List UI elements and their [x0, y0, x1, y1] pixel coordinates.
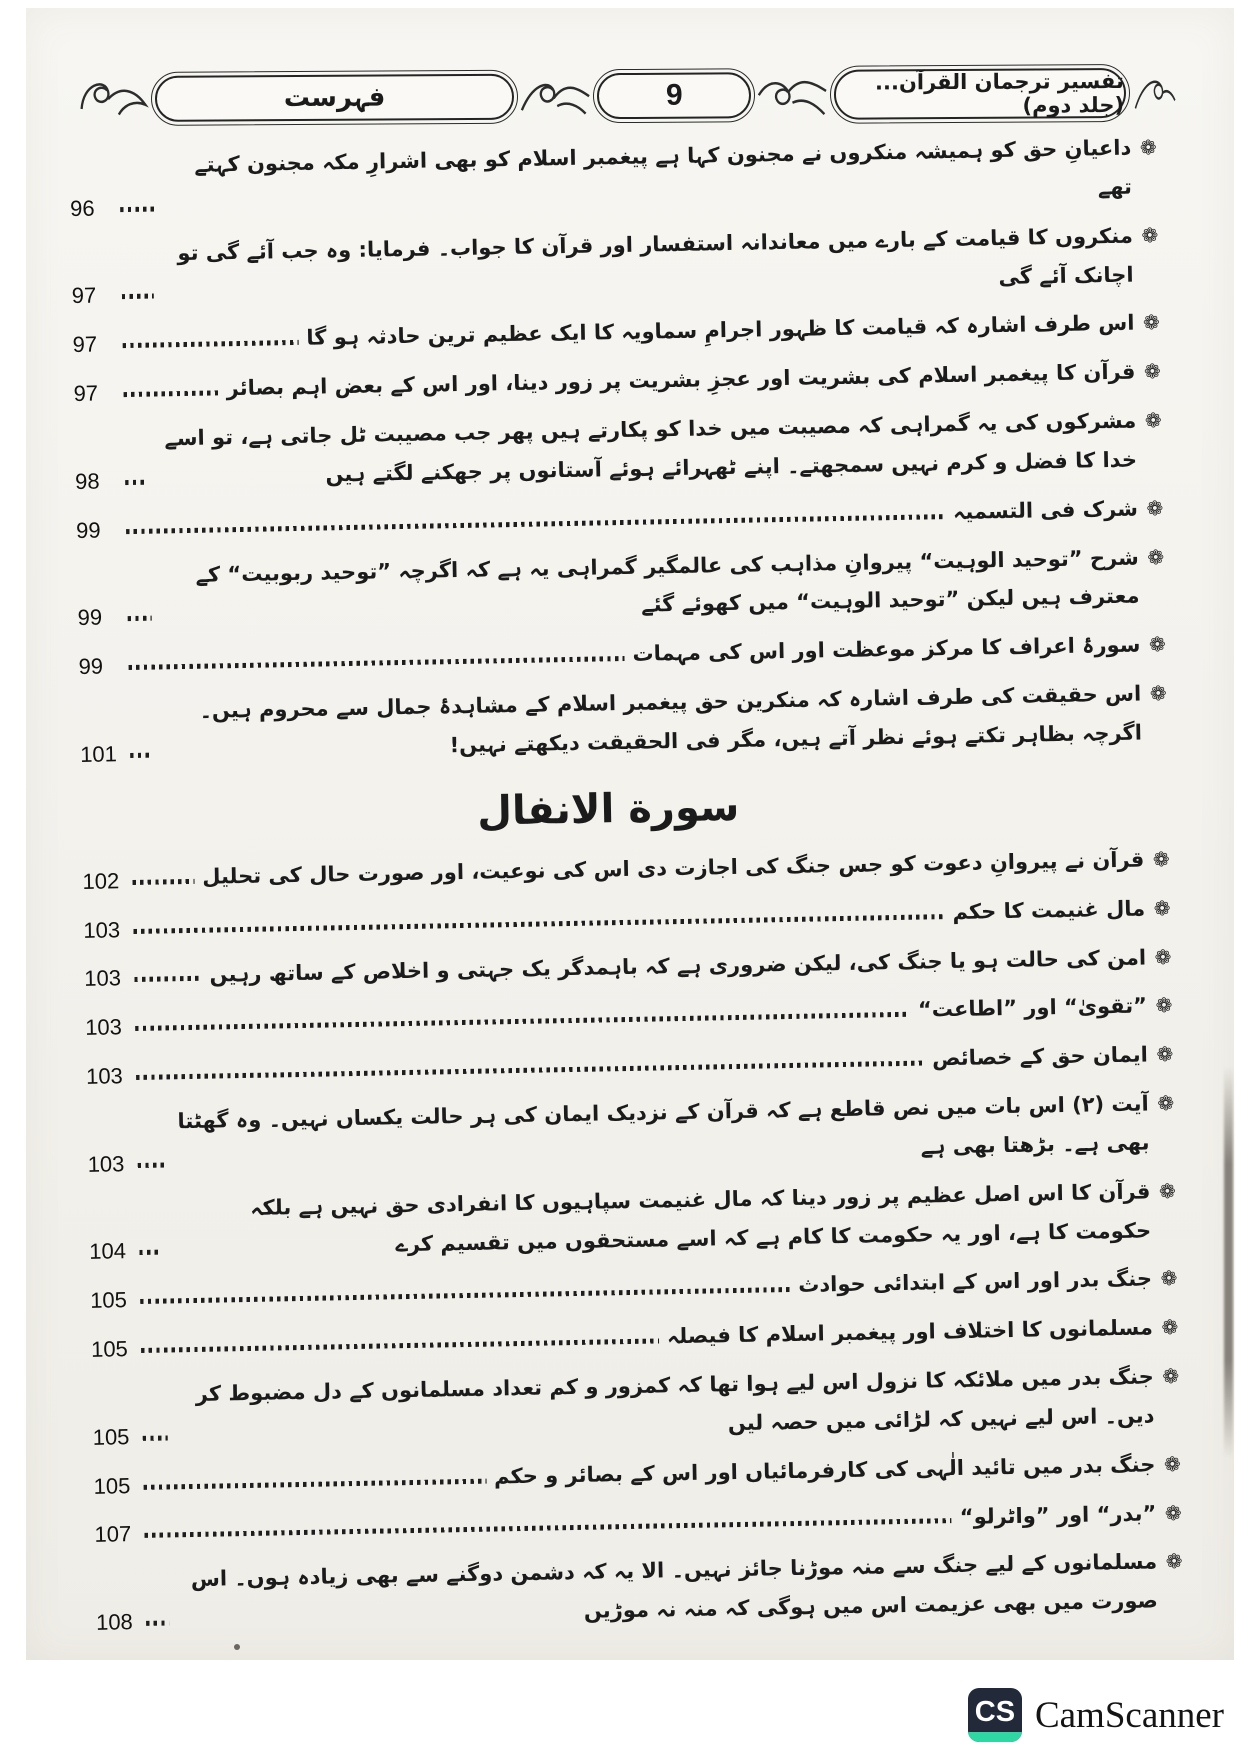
toc-entry-page-number: 96 [69, 195, 95, 221]
flower-rosette-bullet-icon: ❁ [1157, 1091, 1175, 1116]
toc-entry-title: آیت (۲) اس بات میں نص قاطع ہے کہ قرآن کے نزدیک ایمان کی ہر حالت یکساں نہیں۔ وہ گھٹتا بھی ہے۔ بڑھتا بھی ہے [177, 1091, 1150, 1159]
toc-entry-title: ”بدر“ اور ”واٹرلو“ [959, 1500, 1157, 1529]
flower-rosette-bullet-icon: ❁ [1144, 408, 1162, 433]
toc-entry-page-number: 107 [94, 1521, 132, 1548]
toc-entry-page-number: 105 [89, 1287, 128, 1314]
flower-rosette-bullet-icon: ❁ [1162, 1364, 1180, 1389]
toc-entry-title: شرح ”توحید الوہیت“ پیروانِ مذاہب کی عالمگیر گمراہی یہ ہے کہ اگرچہ ”توحید ربوبیت“ کے معترف ہیں لیکن ”توحید الوہیت“ میں کھوئے گئے [195, 545, 1140, 618]
toc-entry-page-number: 98 [74, 468, 100, 494]
toc-entry-page-number: 105 [92, 1423, 130, 1450]
toc-entry-page-number: 97 [72, 331, 98, 358]
toc-entry-page-number: 103 [84, 1014, 123, 1041]
dot-leader [120, 206, 156, 212]
flower-rosette-bullet-icon: ❁ [1142, 310, 1161, 335]
flower-rosette-bullet-icon: ❁ [1155, 993, 1173, 1018]
cs-badge-accent-strip [968, 1732, 1022, 1742]
toc-entry [76, 625, 1175, 684]
flower-rosette-bullet-icon: ❁ [1143, 359, 1161, 384]
toc-entry [74, 489, 1173, 548]
toc-entry-page-number: 103 [83, 916, 121, 943]
flower-rosette-bullet-icon: ❁ [1153, 895, 1171, 920]
toc-entry [89, 1308, 1188, 1367]
camscanner-logo-icon [968, 1688, 1022, 1742]
toc-entry [71, 352, 1170, 411]
toc-entry-title: اس حقیقت کی طرف اشارہ کہ منکرین حق پیغمبر اسلام کے مشاہدۂ جمال سے محروم ہیں۔ اگرچہ بظاہر تکتے ہوئے نظر آتے ہیں، مگر فی الحقیقت دیکھتے نہیں! [199, 681, 1143, 758]
dot-leader [132, 879, 194, 885]
toc-entry-page-number: 104 [89, 1238, 127, 1265]
dot-leader [141, 1339, 659, 1353]
dot-leader [133, 914, 944, 934]
toc-entry-title: اس طرف اشارہ کہ قیامت کا ظہور اجرامِ سماویہ کا ایک عظیم ترین حادثہ ہو گا [306, 310, 1135, 351]
dot-leader [125, 479, 145, 484]
toc-entry-title: قرآن کا پیغمبر اسلام کی بشریت اور عجزِ بشریت پر زور دینا، اور اس کے بعض اہم بصائر [226, 359, 1136, 401]
paper-scan-area [26, 8, 1234, 1660]
toc-entry [80, 840, 1179, 899]
toc-entry-page-number: 101 [79, 741, 118, 767]
toc-entry-title: جنگ بدر میں ملائکہ کا نزول اس لیے ہوا تھا کہ کمزور و کم تعداد مسلمانوں کے دل مضبوط کر دیں۔ اس لیے نہیں کہ لڑائی میں حصہ لیں [195, 1364, 1155, 1436]
toc-entry-page-number: 99 [77, 604, 103, 631]
dot-leader [140, 1287, 790, 1304]
page-number: 9 [665, 78, 683, 112]
flower-rosette-bullet-icon: ❁ [1147, 544, 1165, 569]
dot-leader [126, 514, 945, 534]
toc-entry-title: مشرکوں کی یہ گمراہی کہ مصیبت میں خدا کو پکارتے ہیں پھر جب مصیبت ٹل جاتی ہے، تو اسے خدا کا فضل و کرم نہیں سمجھتے۔ اپنے ٹھہرائے ہوئے آستانوں پر جھکنے لگتے ہیں [164, 408, 1138, 487]
toc-entry [90, 1357, 1189, 1455]
toc-entry [93, 1542, 1192, 1640]
toc-entry-page-number: 103 [85, 1063, 124, 1089]
toc-entry-page-number: 105 [90, 1336, 129, 1362]
vine-ornament-icon [520, 67, 591, 125]
flower-rosette-bullet-icon: ❁ [1139, 135, 1157, 160]
toc-entry-title: ایمان حق کے خصائص [931, 1042, 1149, 1071]
flower-rosette-bullet-icon: ❁ [1154, 944, 1172, 969]
toc-entry [84, 1035, 1183, 1094]
dot-leader [122, 294, 154, 300]
flower-rosette-bullet-icon: ❁ [1152, 846, 1170, 872]
toc-entry-title: امن کی حالت ہو یا جنگ کی، لیکن ضروری ہے کہ باہمدگر یک جہتی و اخلاص کے ساتھ رہیں [209, 944, 1147, 987]
toc-entry [69, 216, 1168, 314]
toc-entry-title: جنگ بدر اور اس کے ابتدائی حوادث [798, 1266, 1153, 1298]
toc-entry-title: ”تقویٰ“ اور ”اطاعت“ [917, 993, 1148, 1022]
camscanner-watermark [968, 1688, 1224, 1742]
dot-leader [129, 656, 625, 670]
dot-leader [139, 1250, 160, 1255]
dot-leader [134, 976, 201, 982]
flower-rosette-bullet-icon: ❁ [1148, 632, 1166, 657]
toc-entry-page-number: 108 [95, 1609, 134, 1635]
toc-entry [85, 1084, 1184, 1182]
surah-section-heading: سورة الانفال [476, 783, 740, 835]
vine-ornament-icon [757, 66, 828, 124]
dot-leader [138, 1162, 167, 1168]
toc-entry [82, 937, 1181, 996]
toc-entry-page-number: 97 [71, 282, 97, 309]
flower-rosette-bullet-icon: ❁ [1149, 681, 1167, 706]
dot-leader [144, 1478, 487, 1489]
toc-entry-page-number: 103 [84, 965, 122, 992]
header-band [78, 57, 1176, 136]
flower-rosette-bullet-icon: ❁ [1161, 1315, 1179, 1340]
flower-rosette-bullet-icon: ❁ [1163, 1451, 1181, 1476]
toc-entry-title: منکروں کا قیامت کے بارے میں معاندانہ استفسار اور قرآن کا جواب۔ فرمایا: وہ جب آئے گی تو اچانک آئے گی [177, 223, 1134, 289]
toc-entry-title: مال غنیمت کا حکم [952, 896, 1146, 924]
toc-entry-page-number: 99 [78, 653, 104, 680]
toc-entry-title: قرآن کا اس اصل عظیم پر زور دینا کہ مال غنیمت سپاہیوں کا انفرادی حق نہیں ہے بلکہ حکومت کا ہے، اور یہ حکومت کا کام ہے کہ اسے مستحقوں میں تقسیم کرے [250, 1179, 1152, 1256]
toc-entry-page-number: 97 [73, 380, 99, 407]
toc-entry-title: قرآن نے پیروانِ دعوت کو جس جنگ کی اجازت دی اس کی نوعیت، اور صورت حال کی تحلیل [201, 847, 1145, 889]
toc-entry-title: داعیانِ حق کو ہمیشہ منکروں نے مجنون کہا ہے پیغمبر اسلام کو بھی اشرارِ مکہ مجنون کہتے تھے [194, 135, 1133, 200]
toc-entry [72, 401, 1171, 499]
toc-entry [75, 538, 1174, 636]
flower-rosette-bullet-icon: ❁ [1165, 1549, 1183, 1574]
book-title-cartouche [834, 68, 1126, 120]
contents-title: فہرست [283, 82, 386, 114]
scan-speck [234, 1644, 240, 1650]
dot-leader [124, 390, 219, 397]
toc-entry-page-number: 102 [82, 867, 120, 894]
toc-entry-page-number: 99 [75, 517, 101, 543]
flower-rosette-bullet-icon: ❁ [1164, 1500, 1182, 1525]
dot-leader [130, 752, 152, 757]
camscanner-brand-text: CamScanner [1034, 1694, 1224, 1736]
toc-entry [67, 128, 1166, 226]
flower-rosette-bullet-icon: ❁ [1146, 495, 1164, 521]
toc-entry-title: مسلمانوں کے لیے جنگ سے منہ موڑنا جائز نہیں۔ الا یہ کہ دشمن دوگنے سے بھی زیادہ ہوں۔ اس صورت میں بھی عزیمت اس میں ہوگی کہ منہ نہ موڑیں [190, 1549, 1159, 1624]
table-of-contents [67, 128, 1192, 1640]
dot-leader [123, 340, 299, 348]
page-number-cartouche [597, 72, 752, 119]
dot-leader [143, 1435, 168, 1440]
toc-entry [91, 1445, 1190, 1504]
toc-entry [77, 674, 1176, 772]
dot-leader [144, 1519, 951, 1539]
toc-entry [92, 1493, 1191, 1552]
scroll-ornament-icon [1132, 64, 1176, 122]
toc-entry [83, 986, 1182, 1045]
dot-leader [128, 616, 152, 621]
flower-rosette-bullet-icon: ❁ [1156, 1042, 1174, 1067]
dot-leader [136, 1061, 924, 1080]
contents-title-cartouche [155, 74, 515, 122]
toc-entry [88, 1259, 1187, 1318]
toc-entry-page-number: 105 [93, 1472, 131, 1499]
toc-entry-page-number: 103 [87, 1150, 125, 1177]
flower-rosette-bullet-icon: ❁ [1160, 1266, 1178, 1291]
scan-edge-smudge [1224, 1066, 1233, 1458]
toc-entry-title: جنگ بدر میں تائید الٰہی کی کارفرمائیاں اور اس کے بصائر و حکم [493, 1452, 1156, 1489]
toc-entry-title: شرک فی التسمیہ [952, 496, 1139, 524]
toc-entry [86, 1172, 1185, 1270]
dot-leader [135, 1012, 910, 1031]
toc-entry [81, 889, 1180, 948]
toc-entry-title: مسلمانوں کا اختلاف اور پیغمبر اسلام کا فیصلہ [666, 1315, 1154, 1349]
toc-entry [70, 303, 1169, 362]
scroll-ornament-icon [78, 70, 149, 128]
dot-leader [146, 1621, 169, 1626]
toc-entry-title: سورۂ اعراف کا مرکز موعظت اور اس کی مہمات [632, 632, 1141, 667]
flower-rosette-bullet-icon: ❁ [1141, 222, 1159, 248]
book-title: تفسیر ترجمان القرآن...(جلد دوم) [874, 68, 1125, 118]
cs-badge-text: CS [974, 1695, 1016, 1728]
flower-rosette-bullet-icon: ❁ [1158, 1178, 1176, 1203]
